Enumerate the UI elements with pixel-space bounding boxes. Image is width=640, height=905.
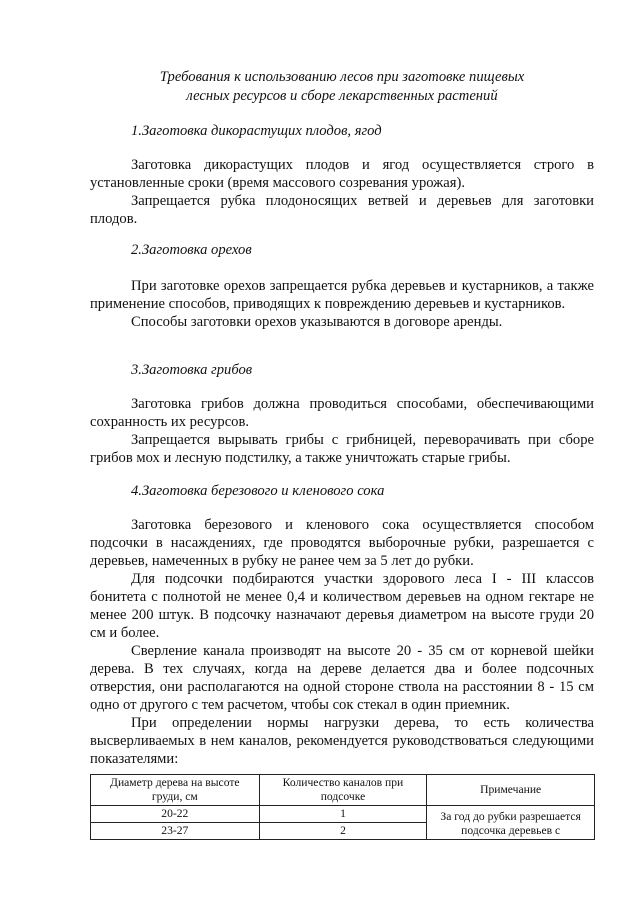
section-2-heading: 2.Заготовка орехов xyxy=(131,242,252,258)
paragraph: Заготовка грибов должна проводиться способами, обеспечивающими сохранность их ресурсов. xyxy=(90,396,594,430)
title-line-2: лесных ресурсов и сборе лекарственных растений xyxy=(186,88,498,104)
diameter-cell: 20-22 xyxy=(91,806,260,823)
section-2-body xyxy=(90,277,594,331)
section-1-heading: 1.Заготовка дикорастущих плодов, ягод xyxy=(131,123,382,139)
paragraph: Заготовка дикорастущих плодов и ягод осуществляется строго в установленные сроки (время массового созревания урожая). xyxy=(90,157,594,191)
paragraph: Сверление канала производят на высоте 20 - 35 см от корневой шейки дерева. В тех случаях, когда на дереве делается два и более подсочных отверстия, они располагаются на одной стороне ствола на расстоянии 8 - 15 см одно от другого с тем расчетом, чтобы сок стекал в один приемник. xyxy=(90,643,594,713)
channels-cell: 2 xyxy=(259,823,427,840)
channels-cell: 1 xyxy=(259,806,427,823)
paragraph: Для подсочки подбираются участки здорового леса I - III классов бонитета с полнотой не менее 0,4 и количеством деревьев на одном гектаре не менее 200 штук. В подсочку назначают деревья диаметром на высоте груди 20 см и более. xyxy=(90,571,594,641)
column-header-diameter: Диаметр дерева на высоте груди, см xyxy=(91,775,260,806)
note-cell: За год до рубки разрешается подсочка деревьев с xyxy=(427,806,595,840)
paragraph: Способы заготовки орехов указываются в договоре аренды. xyxy=(131,314,503,330)
paragraph: Заготовка березового и кленового сока осуществляется способом подсочки в насаждениях, где проводятся выборочные рубки, разрешается с деревьев, намеченных в рубку не ранее чем за 5 лет до рубки. xyxy=(90,517,594,569)
document-title xyxy=(90,68,594,106)
paragraph: При заготовке орехов запрещается рубка деревьев и кустарников, а также применение способов, приводящих к повреждению деревьев и кустарников. xyxy=(90,278,594,312)
column-header-note: Примечание xyxy=(427,775,595,806)
section-4-body xyxy=(90,516,594,768)
section-3-heading: 3.Заготовка грибов xyxy=(131,362,253,378)
section-4-heading: 4.Заготовка березового и кленового сока xyxy=(131,483,385,499)
table-row xyxy=(91,806,595,823)
paragraph: Запрещается вырывать грибы с грибницей, переворачивать при сборе грибов мох и лесную подстилку, а также уничтожать старые грибы. xyxy=(90,432,594,466)
section-3-body xyxy=(90,395,594,467)
table-header-row xyxy=(91,775,595,806)
title-line-1: Требования к использованию лесов при заготовке пищевых xyxy=(159,69,525,85)
section-1-body xyxy=(90,156,594,228)
diameter-cell: 23-27 xyxy=(91,823,260,840)
paragraph: При определении нормы нагрузки дерева, то есть количества высверливаемых в нем каналов, рекомендуется руководствоваться следующими показателями: xyxy=(90,715,594,767)
paragraph: Запрещается рубка плодоносящих ветвей и деревьев для заготовки плодов. xyxy=(90,193,594,227)
column-header-channels: Количество каналов при подсочке xyxy=(259,775,427,806)
tapping-norms-table xyxy=(90,774,595,840)
